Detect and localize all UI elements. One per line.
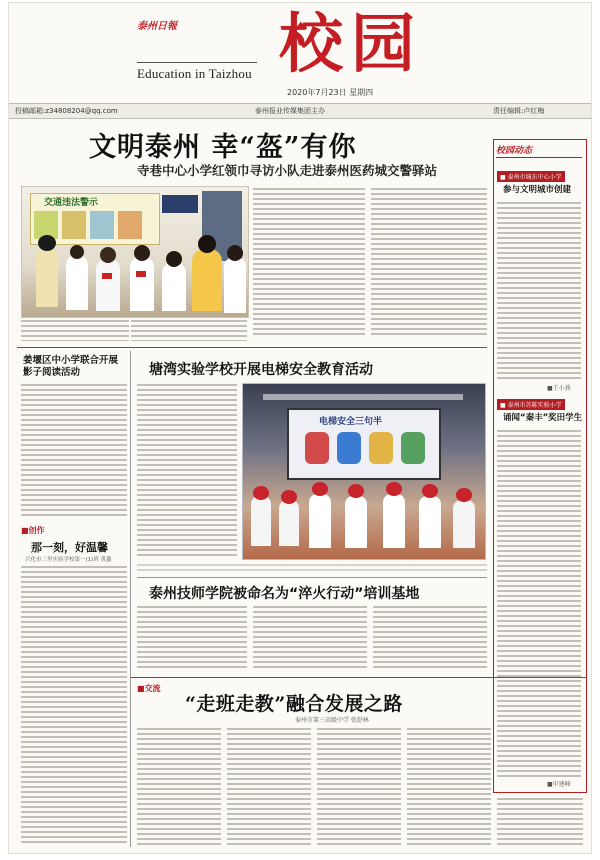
sidebar-item2-title: 诵闻“秦丰”奖田学生 bbox=[503, 413, 583, 423]
sidebar-heading: 校园动态 bbox=[496, 146, 533, 156]
article2-photo-caption bbox=[137, 563, 487, 573]
issue-date: 2020年7月23日 星期四 bbox=[287, 88, 374, 97]
article4-body-col-4 bbox=[407, 727, 491, 845]
article3-body-col-3 bbox=[373, 605, 487, 671]
left-col-headline: 姜堰区中小学联合开展影子阅读活动 bbox=[23, 355, 119, 378]
article4-body-col-5 bbox=[497, 797, 583, 845]
essay-author: 兴化市三里实验学校第一(1)班 黄鑫 bbox=[25, 557, 112, 563]
brand-divider bbox=[137, 62, 257, 63]
photo-caption-cont bbox=[131, 319, 247, 341]
bottom-section-divider bbox=[131, 677, 587, 678]
brand-logo-en: Education in Taizhou bbox=[137, 66, 252, 81]
lead-photo bbox=[21, 186, 249, 318]
contact-email: 投稿邮箱:z34808204@qq.com bbox=[15, 107, 118, 115]
article4-body-col-1 bbox=[137, 727, 221, 845]
article2-photo bbox=[242, 383, 486, 560]
lead-subheadline: 寺巷中心小学红领巾寻访小队走进泰州医药城交警驿站 bbox=[137, 163, 438, 178]
lead-body-col-1 bbox=[253, 187, 365, 337]
article4-headline: “走班走教”融合发展之路 bbox=[185, 693, 403, 715]
exchange-tag: ■交流 bbox=[137, 684, 161, 693]
screen-text: 电梯安全三句半 bbox=[319, 417, 383, 427]
info-bar bbox=[9, 103, 591, 119]
article2-body bbox=[137, 383, 237, 559]
sidebar-rule bbox=[496, 157, 582, 158]
sidebar-item1-author: ■王小燕 bbox=[547, 385, 571, 392]
editor: 责任编辑:卢红梅 bbox=[493, 107, 545, 115]
article4-body-col-2 bbox=[227, 727, 311, 845]
article3-body-col-1 bbox=[137, 605, 247, 671]
photo-caption bbox=[21, 319, 129, 341]
article4-body-col-3 bbox=[317, 727, 401, 845]
sidebar-item2-author: ■申建峰 bbox=[547, 781, 571, 788]
photo-banner-text: 交通违法警示 bbox=[44, 198, 99, 208]
sidebar-item1-title: 参与文明城市创建 bbox=[503, 185, 572, 195]
sidebar-item2-body bbox=[497, 429, 581, 777]
publisher: 泰州报业传媒集团主办 bbox=[255, 107, 325, 115]
lead-headline: 文明泰州 幸“盔”有你 bbox=[89, 132, 357, 163]
essay-body bbox=[21, 565, 127, 843]
left-col-divider bbox=[130, 351, 131, 847]
masthead-title: 校园 bbox=[279, 7, 423, 82]
article4-byline: 泰州市第三高级中学 张舒林 bbox=[295, 717, 369, 724]
brand-logo-cn: 泰州日報 bbox=[137, 21, 177, 32]
sidebar-item2-school: ■ 泰州市苏陈实验小学 bbox=[497, 399, 565, 410]
sidebar-item1-body bbox=[497, 201, 581, 381]
article3-headline: 泰州技师学院被命名为“淬火行动”培训基地 bbox=[149, 586, 420, 602]
article2-divider bbox=[137, 577, 487, 578]
lead-divider bbox=[17, 347, 487, 348]
creation-tag: ■创作 bbox=[21, 526, 45, 535]
left-col-body bbox=[21, 383, 127, 517]
article3-body-col-2 bbox=[253, 605, 367, 671]
sidebar-item1-school: ■ 泰州市城东中心小学 bbox=[497, 171, 565, 182]
newspaper-page bbox=[9, 3, 591, 853]
lead-body-col-2 bbox=[371, 187, 487, 337]
article2-headline: 塘湾实验学校开展电梯安全教育活动 bbox=[149, 362, 373, 378]
essay-title: 那一刻，好温馨 bbox=[31, 541, 108, 554]
